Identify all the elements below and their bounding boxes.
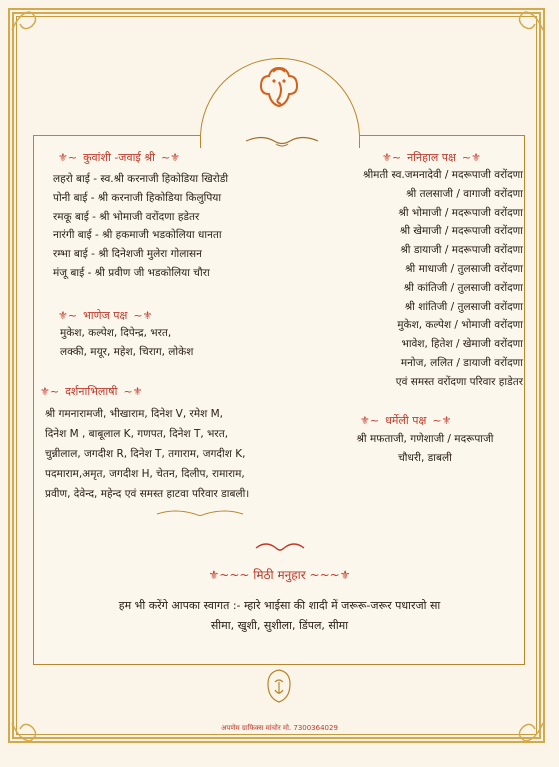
corner-ornament-icon — [505, 703, 545, 743]
flourish-ornament: ~⚜︎ — [123, 385, 143, 398]
flourish-ornament: ⚜︎~ — [40, 385, 60, 398]
flourish-ornament — [244, 134, 320, 148]
list-item: चौधरी, डाबली — [398, 451, 452, 464]
flourish-ornament — [254, 540, 306, 554]
list-item: मनोज, ललित / डायाजी वरोंदणा — [400, 356, 523, 369]
list-item: पोनी बाई - श्री करनाजी हिकोडिया किलुपिया — [53, 191, 222, 204]
flourish-ornament: ⚜︎~ — [382, 151, 402, 164]
flourish-ornament: ⚜︎~~~ — [208, 568, 254, 582]
list-item: मुकेश, कल्पेश, दिपेन्द्र, भरत, — [60, 327, 172, 339]
list-item: लक्की, मयूर, महेश, चिराग, लोकेश — [60, 345, 194, 358]
darshan-list — [45, 404, 249, 504]
list-item: प्रवीण, देवेन्द, महेन्द एवं समस्त हाटवा परिवार डाबली। — [45, 488, 250, 500]
darshan-heading: ⚜︎~ दर्शनाभिलाषी ~⚜︎ — [40, 385, 143, 398]
list-item: श्री भोमाजी / मदरूपाजी वरोंदणा — [398, 206, 523, 219]
list-item: श्री खेमाजी / मदरूपाजी वरोंदणा — [399, 225, 523, 238]
printer-credit: अपणेम ग्राफिक्स मांचोर मो. 7300364029 — [221, 724, 338, 732]
flourish-ornament: ~⚜︎ — [133, 309, 153, 322]
list-item: मुकेश, कल्पेश / भोमाजी वरोंदणा — [397, 319, 523, 332]
flourish-ornament: ⚜︎~ — [360, 414, 380, 427]
list-item: भावेश, हितेश / खेमाजी वरोंदणा — [401, 338, 523, 351]
flourish-ornament: ~⚜︎ — [432, 414, 452, 427]
list-item: दिनेश M , बाबूलाल K, गणपत, दिनेश T, भरत, — [45, 428, 229, 440]
flourish-ornament: ~⚜︎ — [160, 151, 181, 164]
list-item: रम्भा बाई - श्री दिनेशजी मुलेरा गोलासन — [53, 248, 202, 261]
list-item: नारंगी बाई - श्री हकमाजी भडकोलिया धानता — [53, 229, 222, 242]
list-item: श्री डायाजी / मदरूपाजी वरोंदणा — [400, 244, 523, 257]
list-item: श्री गमनारामजी, भीखाराम, दिनेश V, रमेश M, — [45, 408, 223, 420]
invitation-message: हम भी करेंगे आपका स्वागत :- म्हारे भाईसा की शादी में जरूरू-जरूर पधारजो सा — [118, 599, 441, 612]
list-item: श्री मफताजी, गणेशाजी / मदरूपाजी — [356, 433, 494, 445]
list-item: पदमाराम,अमृत, जगदीश H, चेतन, दिलीप, रामाराम, — [45, 468, 245, 480]
list-item: एवं समस्त वरोंदणा परिवार हाडेतर — [395, 375, 523, 388]
list-item: श्रीमती स्व.जमनादेवी / मदरूपाजी वरोंदणा — [363, 169, 523, 181]
list-item: श्री कांतिजी / तुलसाजी वरोंदणा — [403, 281, 523, 294]
dharmeli-list — [325, 430, 525, 468]
list-item: श्री शांतिजी / तुलसाजी वरोंदणा — [404, 300, 523, 313]
list-item: श्री तलसाजी / वागाजी वरोंदणा — [406, 187, 523, 200]
list-item: रमकू बाई - श्री भोमाजी वरोंदणा हडेतर — [53, 210, 200, 223]
bhanej-heading: ⚜︎~ भाणेज पक्ष ~⚜︎ — [58, 309, 153, 322]
bottom-emblem-icon — [264, 668, 294, 704]
kuvanshi-heading: ⚜︎~ कुवांशी -जवाई श्री ~⚜︎ — [58, 151, 181, 164]
list-item: चुन्नीलाल, जगदीश R, दिनेश T, तगाराम, जगदीश K, — [45, 448, 246, 460]
invitation-signers: सीमा, खुशी, सुशीला, डिंपल, सीमा — [210, 619, 349, 632]
nanihal-heading: ⚜︎~ ननिहाल पक्ष ~⚜︎ — [382, 151, 481, 164]
list-item: लहरो बाई - स्व.श्री करनाजी हिकोडिया खिरोडी — [53, 173, 229, 185]
flourish-ornament — [155, 508, 245, 520]
corner-ornament-icon — [505, 10, 545, 50]
dharmeli-heading: ⚜︎~ धर्मेली पक्ष ~⚜︎ — [360, 414, 452, 427]
flourish-ornament: ~~~⚜︎ — [309, 568, 351, 582]
corner-ornament-icon — [10, 10, 50, 50]
list-item: मंजू बाई - श्री प्रवीण जी भडकोलिया चौरा — [53, 266, 210, 279]
list-item: श्री माधाजी / तुलसाजी वरोंदणा — [405, 262, 523, 275]
flourish-ornament: ⚜︎~ — [58, 309, 78, 322]
flourish-ornament: ~⚜︎ — [461, 151, 481, 164]
nanihal-list — [363, 166, 523, 392]
kuvanshi-list — [53, 170, 228, 283]
bhanej-list — [60, 324, 193, 362]
flourish-ornament: ⚜︎~ — [58, 151, 78, 164]
mithi-manuhar-heading: ⚜︎~~~ मिठी मनुहार ~~~⚜︎ — [208, 568, 351, 582]
corner-ornament-icon — [10, 703, 50, 743]
ganesh-icon — [257, 64, 301, 110]
